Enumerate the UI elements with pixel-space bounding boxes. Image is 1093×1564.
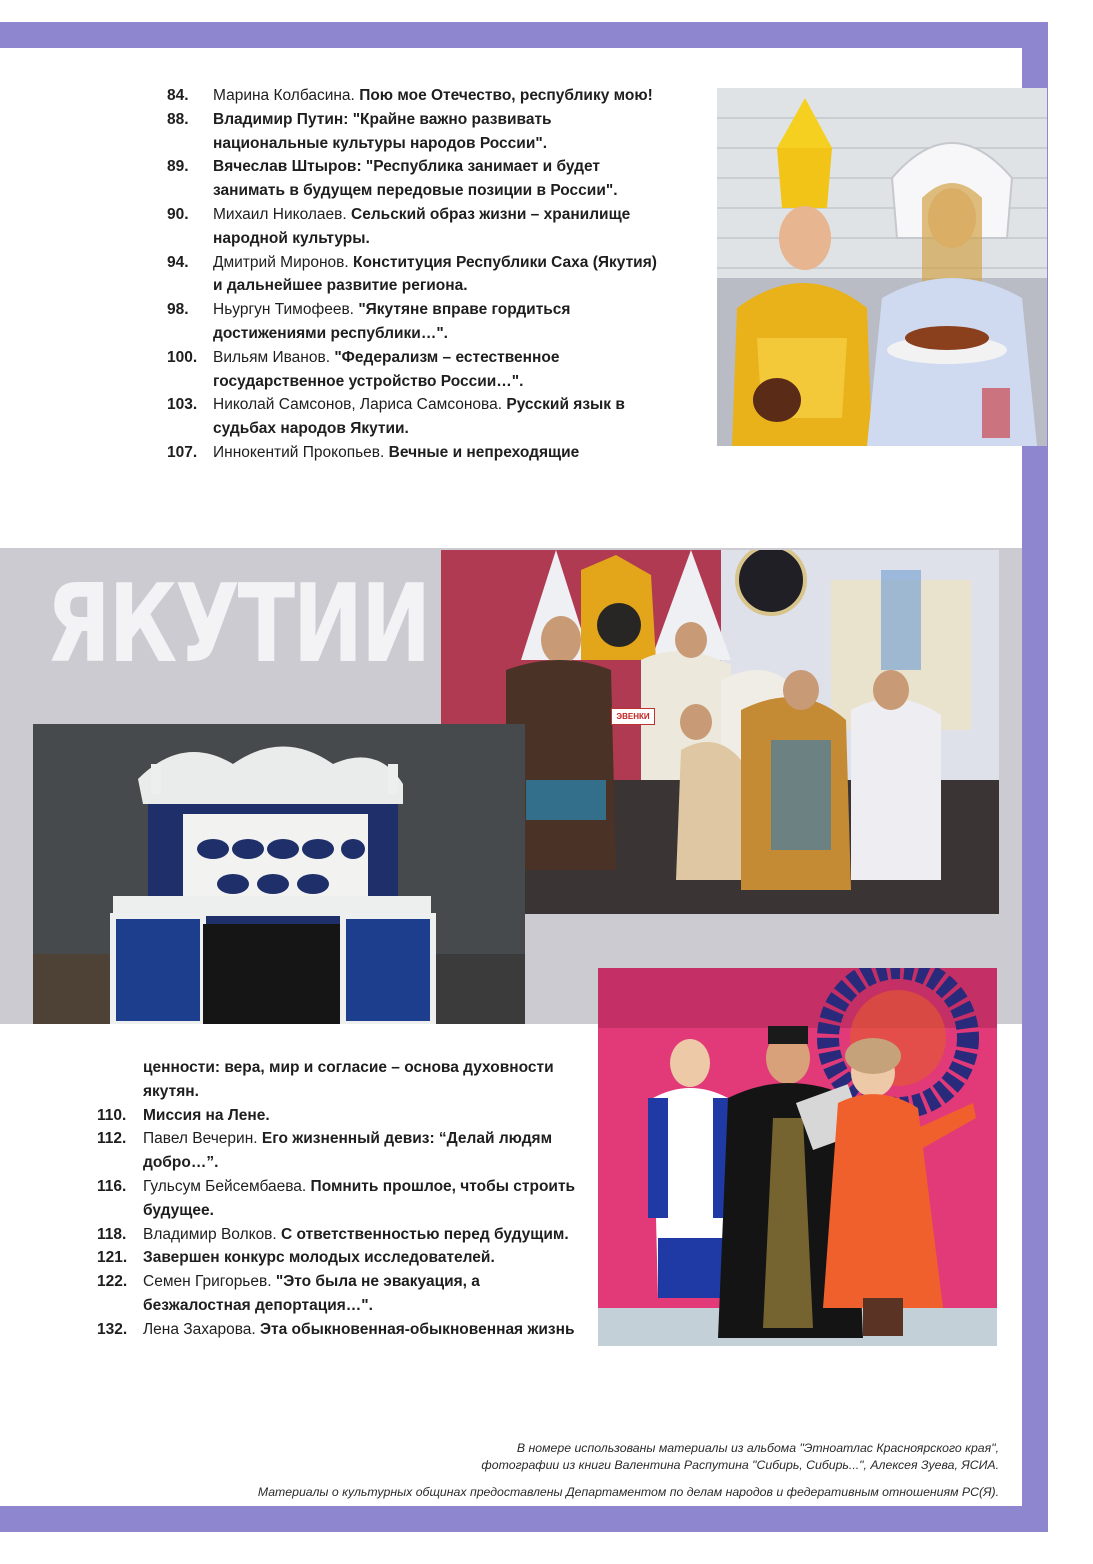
toc-author: Гульсум Бейсембаева. [143, 1177, 307, 1195]
toc-entry [97, 1175, 577, 1223]
toc-page-number: 103. [167, 396, 198, 414]
toc-entry [167, 346, 667, 394]
toc-entry [97, 1318, 577, 1342]
toc-author: Иннокентий Прокопьев. [213, 443, 385, 461]
toc-entry [167, 108, 667, 156]
toc-entry [167, 203, 667, 251]
toc-page-number: 94. [167, 253, 189, 271]
toc-title: Вечные и непреходящие [388, 443, 580, 461]
toc-page-number: 98. [167, 301, 189, 319]
toc-entry [97, 1246, 577, 1270]
credits [258, 1440, 999, 1501]
bottom-accent-bar [0, 1506, 1048, 1532]
toc-author: Вильям Иванов. [213, 348, 331, 366]
photo-sign: ЭВЕНКИ [611, 708, 655, 725]
toc-author: Михаил Николаев. [213, 205, 347, 223]
photo-carved-window [33, 724, 525, 1024]
toc-title: Сельский образ жизни – хранилище народной культуры. [213, 205, 631, 247]
toc-title: "Федерализм – естественное государственное устройство России…". [213, 348, 560, 390]
toc-title: С ответственностью перед будущим. [281, 1225, 569, 1243]
toc-list-bottom [97, 1056, 577, 1342]
toc-title: ценности: вера, мир и согласие – основа духовности якутян. [143, 1059, 554, 1100]
toc-title: Его жизненный девиз: “Делай людям добро…”. [143, 1130, 553, 1172]
toc-page-number: 132. [97, 1320, 128, 1338]
toc-page-number: 112. [97, 1130, 127, 1148]
toc-title: Владимир Путин: "Крайне важно развивать национальные культуры народов России". [213, 110, 552, 152]
toc-entry [167, 441, 667, 465]
toc-title: Миссия на Лене. [143, 1106, 270, 1124]
toc-title: Русский язык в судьбах народов Якутии. [213, 396, 625, 438]
toc-entry [167, 84, 667, 108]
toc-page-number: 107. [167, 443, 198, 461]
toc-page-number: 116. [97, 1177, 127, 1195]
toc-entry [97, 1223, 577, 1247]
toc-author: Ньургун Тимофеев. [213, 301, 354, 319]
toc-entry [97, 1127, 577, 1175]
toc-title: Помнить прошлое, чтобы строить будущее. [143, 1177, 576, 1219]
toc-title: Конституция Республики Саха (Якутия) и дальнейшее развитие региона. [213, 253, 657, 295]
toc-entry [167, 251, 667, 299]
toc-page-number: 84. [167, 87, 189, 104]
toc-entry [167, 393, 667, 441]
toc-author: Павел Вечерин. [143, 1130, 258, 1148]
toc-page-number: 89. [167, 158, 189, 176]
top-accent-bar [0, 22, 1048, 48]
section-heading: ЯКУТИИ [46, 562, 430, 687]
toc-author: Лена Захарова. [143, 1320, 256, 1338]
toc-page-number: 88. [167, 110, 189, 128]
toc-author: Владимир Волков. [143, 1225, 277, 1243]
toc-entry [167, 298, 667, 346]
toc-author: Семен Григорьев. [143, 1273, 272, 1291]
credits-line-2: фотографии из книги Валентина Распутина "Сибирь, Сибирь...", Алексея Зуева, ЯСИА. [481, 1458, 999, 1472]
toc-entry [97, 1056, 577, 1104]
toc-entry [167, 155, 667, 203]
toc-page-number: 121. [97, 1249, 128, 1267]
toc-title: Пою мое Отечество, республику мою! [359, 87, 653, 104]
credits-line-1: В номере использованы материалы из альбома "Этноатлас Красноярского края", [516, 1441, 999, 1455]
photo-stage-performers [598, 968, 997, 1346]
toc-author: Дмитрий Миронов. [213, 253, 349, 271]
toc-page-number: 90. [167, 205, 189, 223]
toc-page-number: 110. [97, 1106, 127, 1124]
toc-title: "Якутяне вправе гордиться достижениями республики…". [213, 301, 571, 342]
toc-list-top [167, 84, 667, 465]
toc-title: Вячеслав Штыров: "Республика занимает и будет занимать в будущем передовые позиции в России". [213, 158, 618, 200]
toc-title: Эта обыкновенная-обыкновенная жизнь [260, 1320, 575, 1338]
toc-page-number: 122. [97, 1273, 128, 1291]
toc-page-number: 118. [97, 1225, 127, 1243]
toc-author: Марина Колбасина. [213, 87, 355, 104]
toc-title: Завершен конкурс молодых исследователей. [143, 1249, 495, 1267]
credits-line-3: Материалы о культурных общинах предоставлены Департаментом по делам народов и федеративным отношениям РС(Я). [257, 1485, 999, 1499]
toc-entry [97, 1270, 577, 1318]
toc-title: "Это была не эвакуация, а безжалостная депортация…". [143, 1273, 480, 1314]
toc-entry [97, 1104, 577, 1128]
toc-author: Николай Самсонов, Лариса Самсонова. [213, 396, 503, 414]
toc-page-number: 100. [167, 348, 198, 366]
photo-costumes [717, 88, 1047, 446]
